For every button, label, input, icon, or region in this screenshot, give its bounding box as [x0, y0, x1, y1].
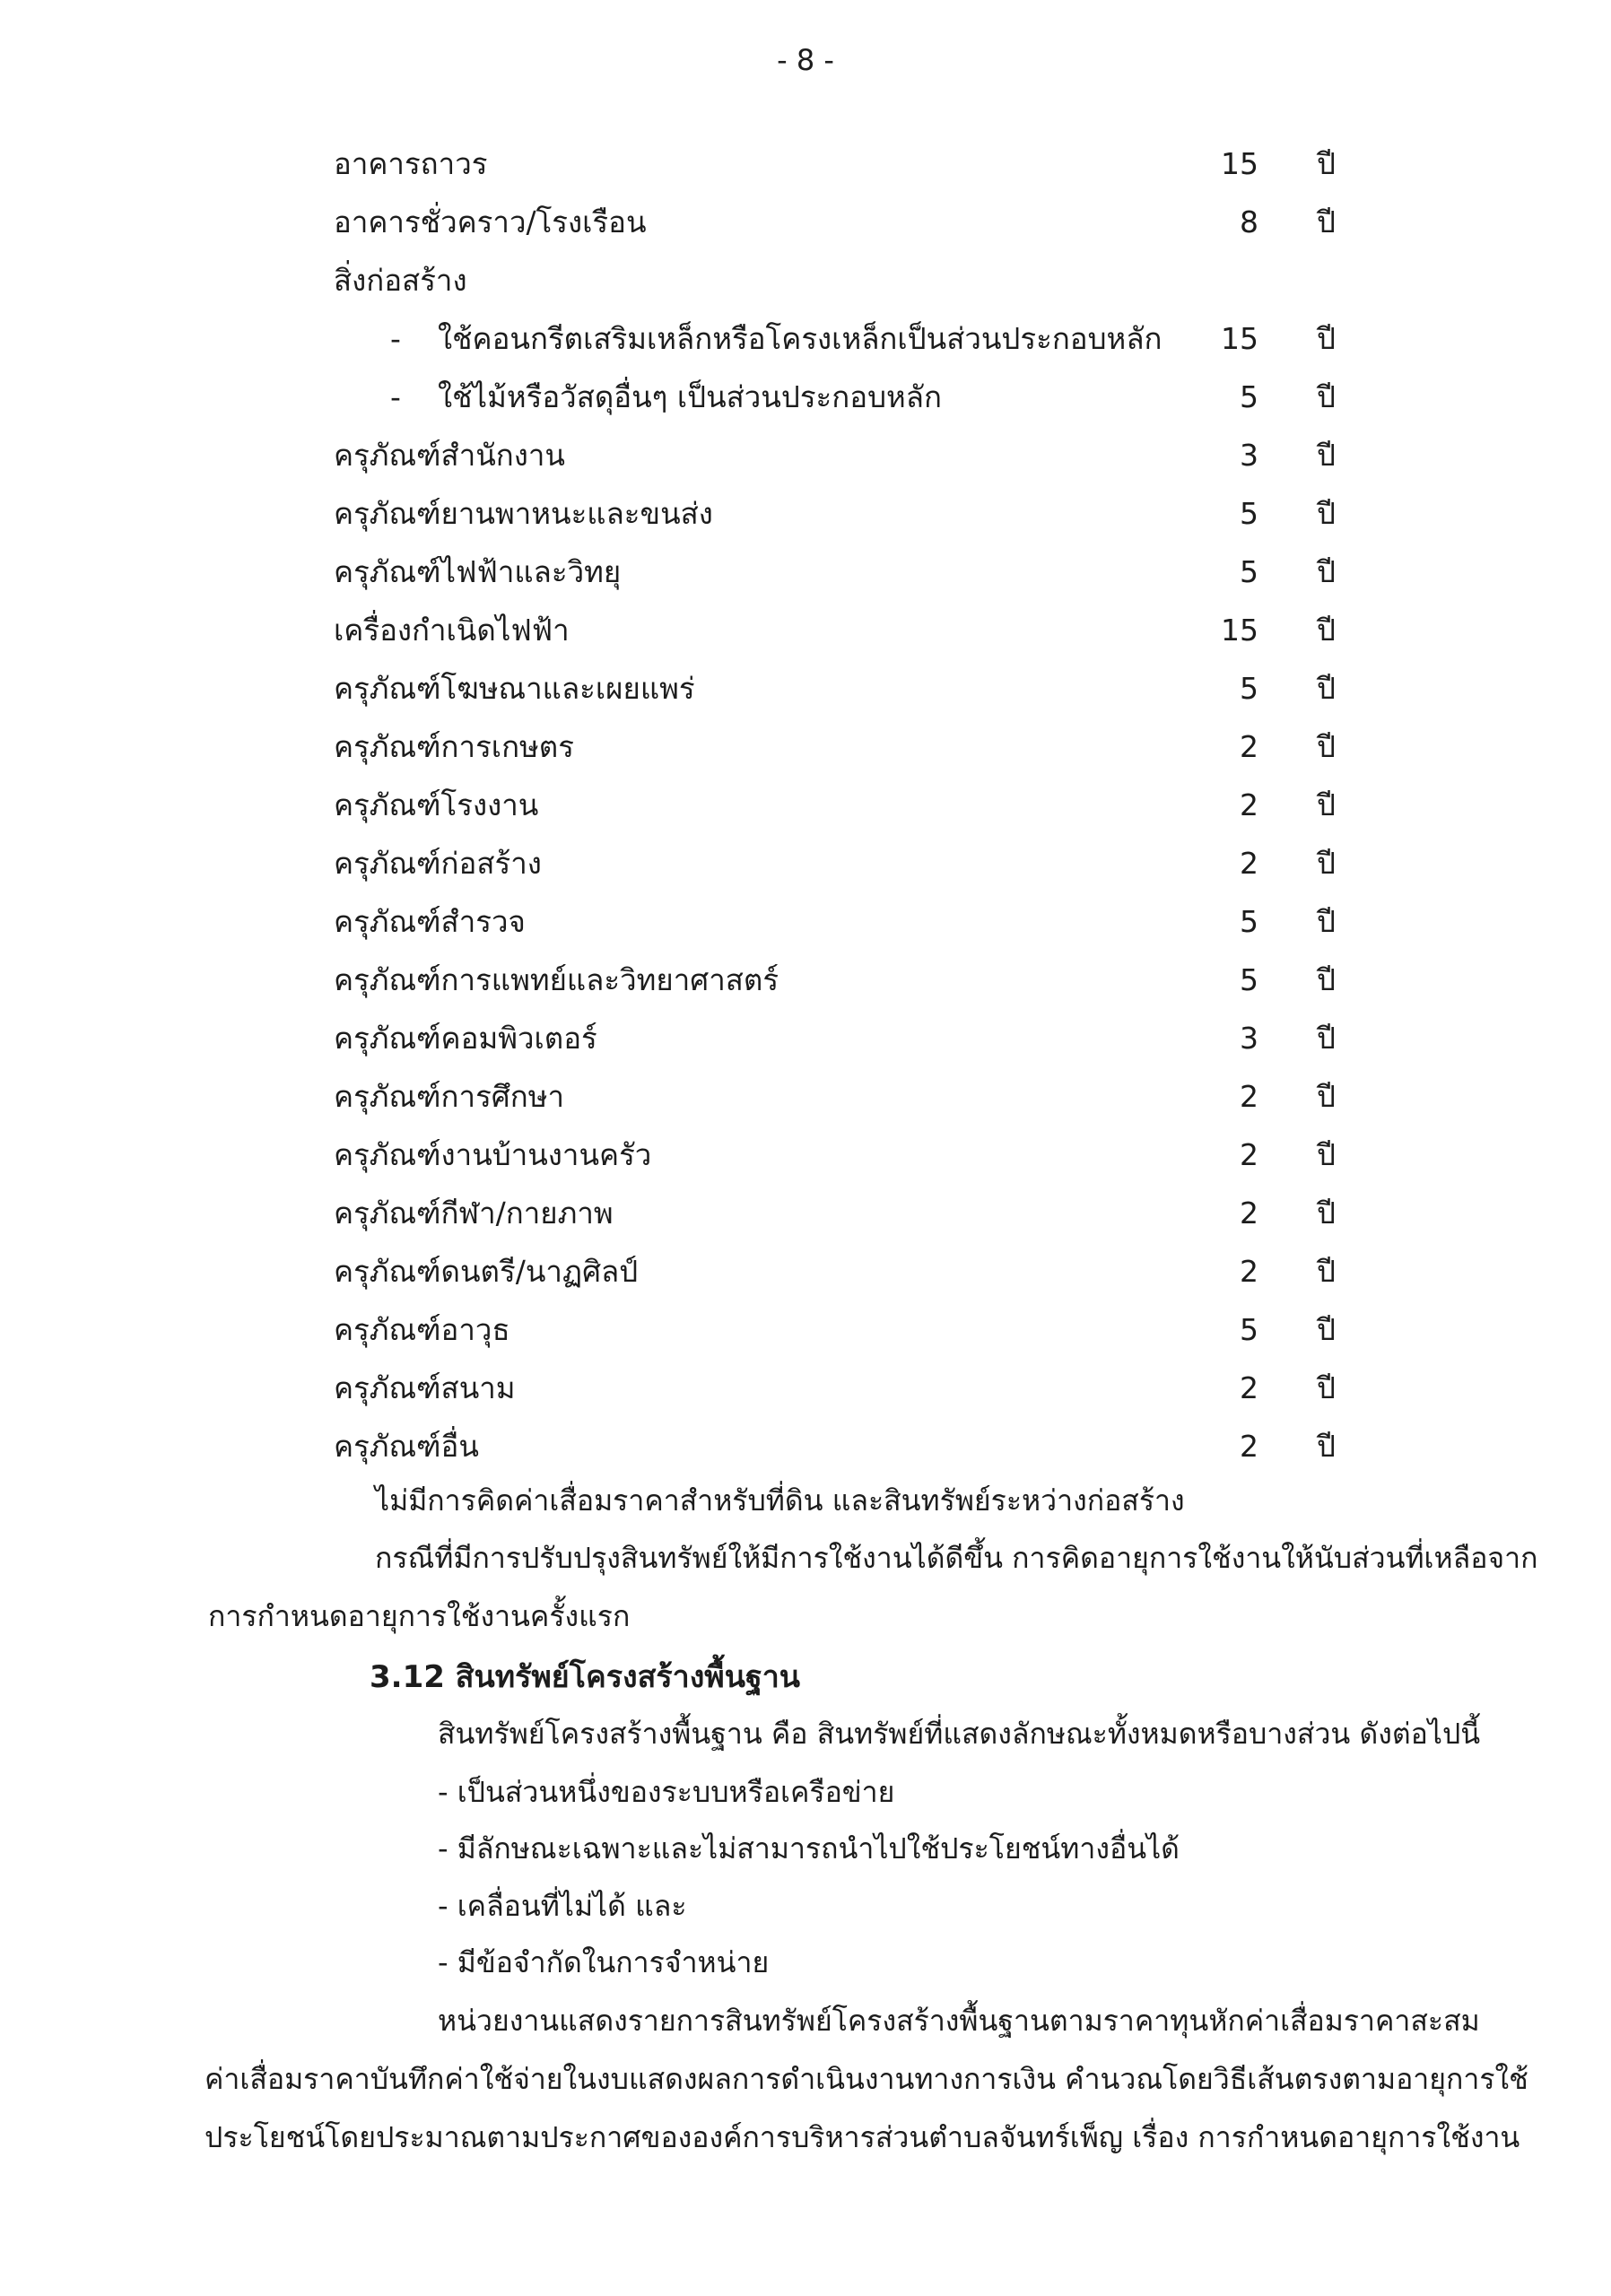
useful-life-row — [0, 776, 1611, 834]
infra-bullet: - เป็นส่วนหนึ่งของระบบหรือเครือข่าย — [438, 1775, 895, 1809]
useful-life-years: 2 — [1240, 1254, 1258, 1289]
useful-life-years: 5 — [1240, 1312, 1258, 1347]
useful-life-years: 3 — [1240, 1021, 1258, 1056]
useful-life-unit: ปี — [1317, 438, 1336, 473]
useful-life-unit: ปี — [1317, 1196, 1336, 1231]
paragraph-infra-line-2: ค่าเสื่อมราคาบันทึกค่าใช้จ่ายในงบแสดงผลการดำเนินงานทางการเงิน คำนวณโดยวิธีเส้นตรงตามอายุการใช้ — [205, 2062, 1528, 2096]
useful-life-row — [0, 951, 1611, 1009]
asset-category-label: ครุภัณฑ์สำนักงาน — [334, 438, 565, 473]
infra-bullet: - มีข้อจำกัดในการจำหน่าย — [438, 1945, 770, 1979]
useful-life-unit: ปี — [1317, 554, 1336, 589]
useful-life-row — [0, 718, 1611, 776]
useful-life-years: 3 — [1240, 438, 1258, 473]
useful-life-row — [0, 659, 1611, 718]
useful-life-list — [0, 135, 1611, 1475]
asset-category-label: ครุภัณฑ์ยานพาหนะและขนส่ง — [334, 496, 713, 531]
useful-life-row — [0, 1417, 1611, 1475]
asset-category-label: ครุภัณฑ์คอมพิวเตอร์ — [334, 1021, 597, 1056]
useful-life-row — [0, 834, 1611, 892]
useful-life-row — [0, 1300, 1611, 1359]
asset-category-label: ครุภัณฑ์อื่น — [334, 1429, 479, 1464]
useful-life-years: 15 — [1221, 321, 1258, 356]
useful-life-years: 15 — [1221, 146, 1258, 181]
useful-life-row — [0, 892, 1611, 951]
useful-life-unit: ปี — [1317, 1137, 1336, 1172]
useful-life-unit: ปี — [1317, 846, 1336, 881]
useful-life-row — [0, 1184, 1611, 1242]
useful-life-row — [0, 601, 1611, 659]
asset-category-label: ครุภัณฑ์อาวุธ — [334, 1312, 510, 1347]
useful-life-unit: ปี — [1317, 962, 1336, 997]
asset-category-label: สิ่งก่อสร้าง — [334, 263, 467, 298]
paragraph-infra-line-1: หน่วยงานแสดงรายการสินทรัพย์โครงสร้างพื้นฐานตามราคาทุนหักค่าเสื่อมราคาสะสม — [438, 2004, 1480, 2038]
useful-life-years: 8 — [1240, 204, 1258, 239]
sub-item-bullet: - — [390, 321, 401, 356]
paragraph-infra-line-3: ประโยชน์โดยประมาณตามประกาศขององค์การบริหารส่วนตำบลจันทร์เพ็ญ เรื่อง การกำหนดอายุการใช้งาน — [205, 2120, 1520, 2154]
useful-life-row — [0, 1009, 1611, 1067]
useful-life-row — [0, 1359, 1611, 1417]
sub-item-bullet: - — [390, 379, 401, 414]
useful-life-unit: ปี — [1317, 729, 1336, 764]
asset-category-label: ใช้ไม้หรือวัสดุอื่นๆ เป็นส่วนประกอบหลัก — [438, 379, 942, 414]
useful-life-row — [0, 368, 1611, 426]
useful-life-row — [0, 1126, 1611, 1184]
asset-category-label: ครุภัณฑ์ดนตรี/นาฏศิลป์ — [334, 1254, 639, 1289]
asset-category-label: ครุภัณฑ์สนาม — [334, 1370, 516, 1405]
paragraph-no-depreciation: ไม่มีการคิดค่าเสื่อมราคาสำหรับที่ดิน และสินทรัพย์ระหว่างก่อสร้าง — [375, 1483, 1185, 1518]
asset-category-label: ใช้คอนกรีตเสริมเหล็กหรือโครงเหล็กเป็นส่วนประกอบหลัก — [438, 321, 1163, 356]
asset-category-label: อาคารชั่วคราว/โรงเรือน — [334, 204, 647, 239]
section-heading: 3.12 สินทรัพย์โครงสร้างพื้นฐาน — [370, 1659, 801, 1695]
useful-life-row — [0, 426, 1611, 484]
useful-life-unit: ปี — [1317, 496, 1336, 531]
useful-life-years: 2 — [1240, 1429, 1258, 1464]
useful-life-years: 5 — [1240, 379, 1258, 414]
asset-category-label: อาคารถาวร — [334, 146, 488, 181]
asset-category-label: ครุภัณฑ์โฆษณาและเผยแพร่ — [334, 671, 695, 706]
infra-definition: สินทรัพย์โครงสร้างพื้นฐาน คือ สินทรัพย์ที่แสดงลักษณะทั้งหมดหรือบางส่วน ดังต่อไปนี้ — [438, 1717, 1481, 1751]
useful-life-row — [0, 251, 1611, 309]
asset-category-label: ครุภัณฑ์กีฬา/กายภาพ — [334, 1196, 614, 1231]
asset-category-label: เครื่องกำเนิดไฟฟ้า — [334, 613, 570, 648]
asset-category-label: ครุภัณฑ์ไฟฟ้าและวิทยุ — [334, 554, 622, 589]
useful-life-years: 2 — [1240, 1370, 1258, 1405]
useful-life-years: 5 — [1240, 496, 1258, 531]
useful-life-row — [0, 135, 1611, 193]
useful-life-years: 5 — [1240, 554, 1258, 589]
useful-life-unit: ปี — [1317, 1021, 1336, 1056]
useful-life-unit: ปี — [1317, 613, 1336, 648]
useful-life-unit: ปี — [1317, 1312, 1336, 1347]
useful-life-unit: ปี — [1317, 671, 1336, 706]
useful-life-row — [0, 193, 1611, 251]
paragraph-improvement-line-1: กรณีที่มีการปรับปรุงสินทรัพย์ให้มีการใช้งานได้ดีขึ้น การคิดอายุการใช้งานให้นับส่วนที่เหลือจาก — [375, 1541, 1538, 1575]
asset-category-label: ครุภัณฑ์ก่อสร้าง — [334, 846, 542, 881]
asset-category-label: ครุภัณฑ์งานบ้านงานครัว — [334, 1137, 652, 1172]
useful-life-years: 2 — [1240, 1079, 1258, 1114]
useful-life-row — [0, 484, 1611, 543]
useful-life-unit: ปี — [1317, 379, 1336, 414]
asset-category-label: ครุภัณฑ์โรงงาน — [334, 787, 539, 822]
paragraph-improvement-line-2: การกำหนดอายุการใช้งานครั้งแรก — [208, 1599, 631, 1633]
useful-life-years: 2 — [1240, 846, 1258, 881]
asset-category-label: ครุภัณฑ์สำรวจ — [334, 904, 526, 939]
useful-life-years: 2 — [1240, 787, 1258, 822]
useful-life-row — [0, 309, 1611, 368]
useful-life-years: 2 — [1240, 1196, 1258, 1231]
asset-category-label: ครุภัณฑ์การแพทย์และวิทยาศาสตร์ — [334, 962, 779, 997]
asset-category-label: ครุภัณฑ์การศึกษา — [334, 1079, 565, 1114]
useful-life-years: 5 — [1240, 904, 1258, 939]
useful-life-unit: ปี — [1317, 321, 1336, 356]
useful-life-unit: ปี — [1317, 904, 1336, 939]
useful-life-row — [0, 1242, 1611, 1300]
useful-life-unit: ปี — [1317, 1079, 1336, 1114]
infra-bullet: - มีลักษณะเฉพาะและไม่สามารถนำไปใช้ประโยชน์ทางอื่นได้ — [438, 1831, 1180, 1866]
useful-life-unit: ปี — [1317, 787, 1336, 822]
useful-life-years: 2 — [1240, 729, 1258, 764]
useful-life-row — [0, 1067, 1611, 1126]
useful-life-row — [0, 543, 1611, 601]
asset-category-label: ครุภัณฑ์การเกษตร — [334, 729, 574, 764]
page-number: - 8 - — [777, 43, 834, 77]
useful-life-years: 15 — [1221, 613, 1258, 648]
useful-life-years: 5 — [1240, 671, 1258, 706]
useful-life-unit: ปี — [1317, 1254, 1336, 1289]
useful-life-years: 5 — [1240, 962, 1258, 997]
useful-life-unit: ปี — [1317, 1370, 1336, 1405]
useful-life-years: 2 — [1240, 1137, 1258, 1172]
infra-bullet: - เคลื่อนที่ไม่ได้ และ — [438, 1889, 687, 1923]
useful-life-unit: ปี — [1317, 204, 1336, 239]
useful-life-unit: ปี — [1317, 1429, 1336, 1464]
useful-life-unit: ปี — [1317, 146, 1336, 181]
